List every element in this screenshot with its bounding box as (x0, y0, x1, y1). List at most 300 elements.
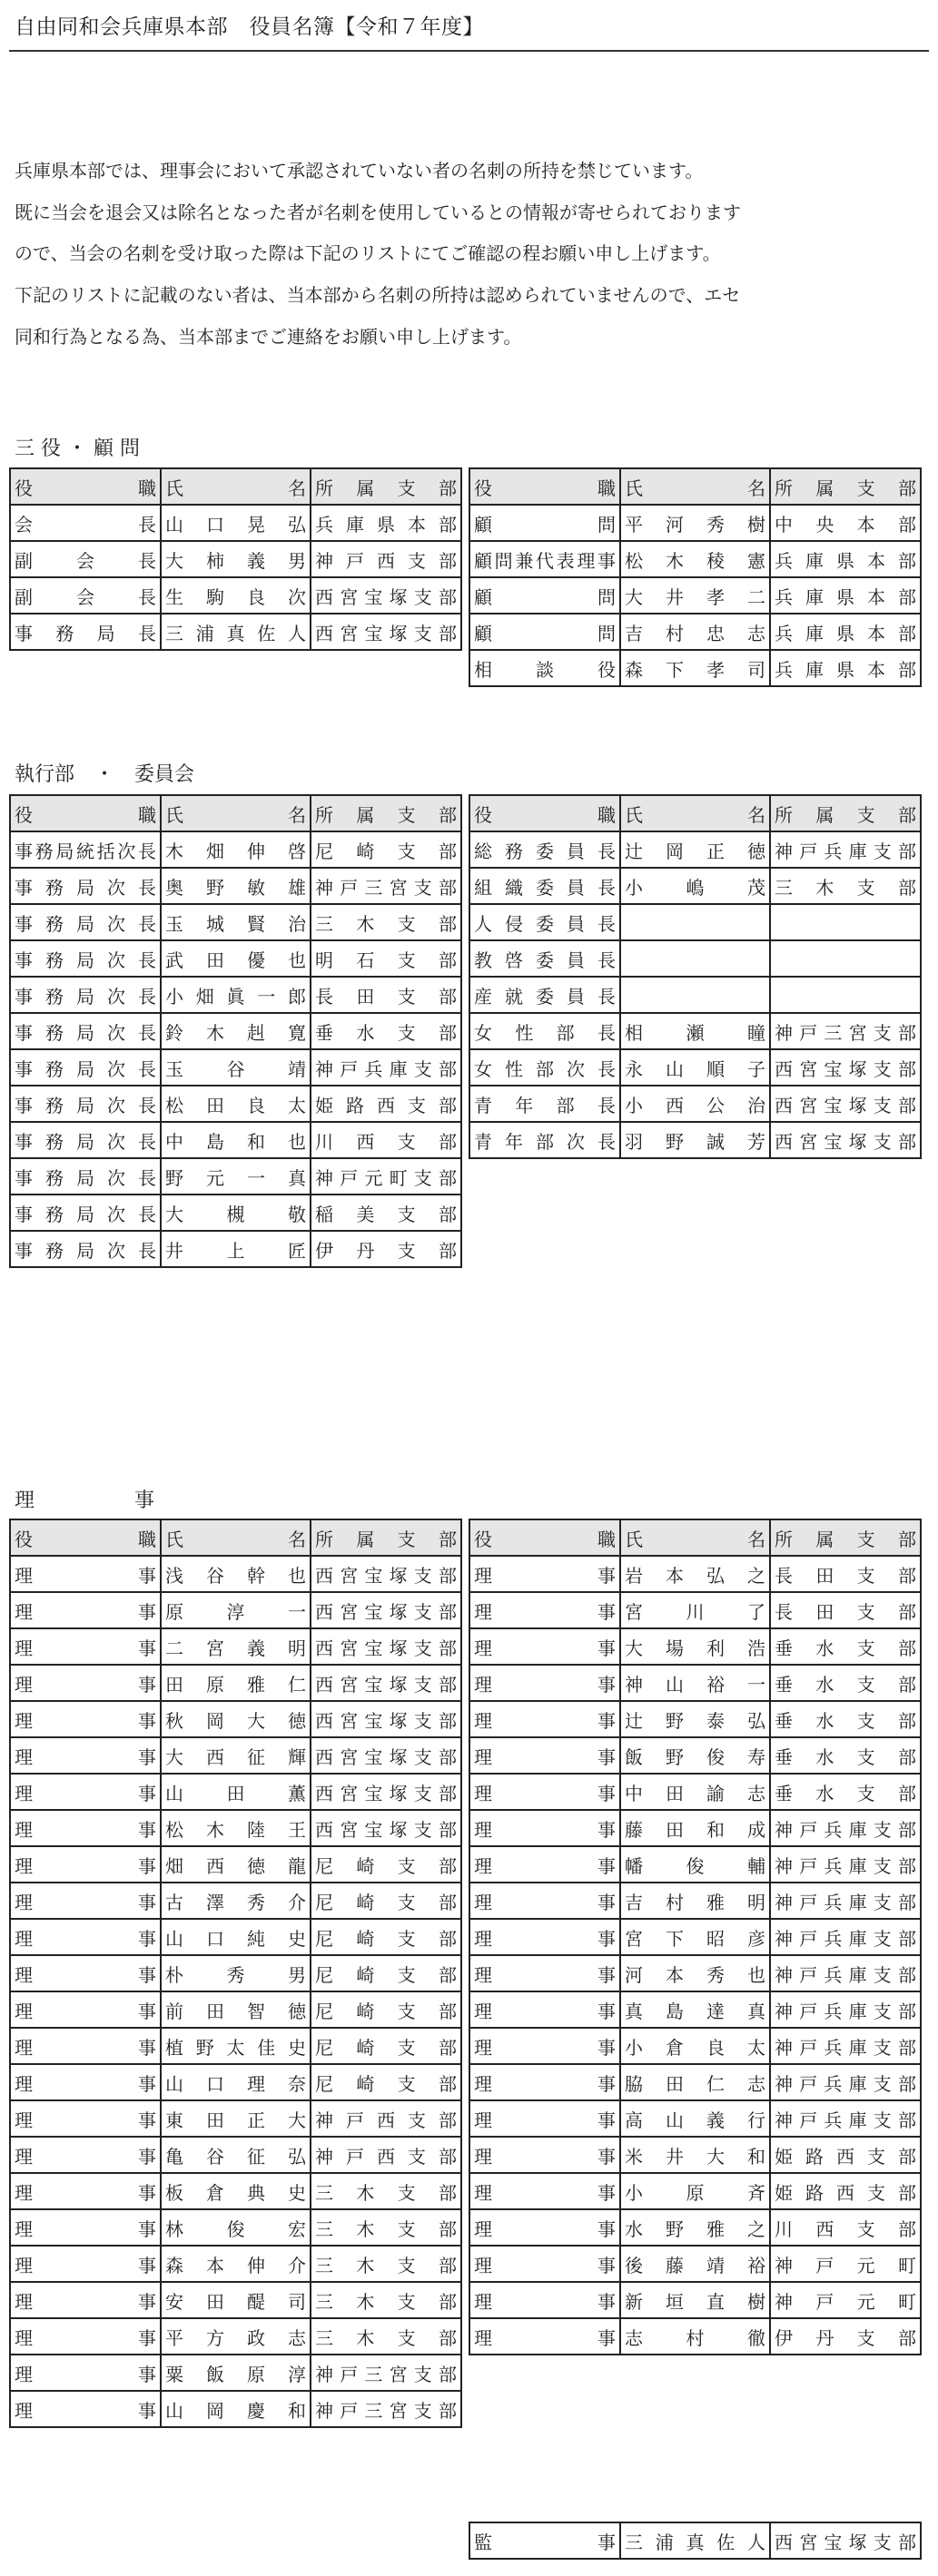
column-header-role: 役職 (10, 468, 161, 505)
table-row (469, 1556, 921, 1592)
cell-role: 事務局次長 (10, 868, 161, 904)
cell-name: 生駒良次 (161, 577, 311, 614)
cell-role: 理事 (469, 2064, 620, 2100)
cell-branch: 神戸西支部 (311, 541, 461, 577)
cell-name: 原淳一 (161, 1592, 311, 1628)
cell-name: 新垣直樹 (620, 2282, 770, 2318)
cell-name: 河本秀也 (620, 1955, 770, 1991)
table-row (469, 1628, 921, 1665)
table-row (10, 1556, 461, 1592)
column-header-name: 氏名 (620, 795, 770, 831)
table-row (469, 1122, 921, 1158)
cell-name: 宮下昭彦 (620, 1919, 770, 1955)
cell-role: 会長 (10, 505, 161, 541)
table-row (10, 2100, 461, 2137)
table-row (10, 1701, 461, 1737)
cell-role: 理事 (10, 2064, 161, 2100)
cell-name: 中田諭志 (620, 1774, 770, 1810)
page-title: 自由同和会兵庫県本部 役員名簿【令和７年度】 (15, 15, 484, 39)
table-row (469, 577, 921, 614)
table-row (10, 1955, 461, 1991)
intro-line: 兵庫県本部では、理事会において承認されていない者の名刺の所持を禁じています。 (15, 160, 704, 182)
table-row (469, 1665, 921, 1701)
cell-role: 事務局次長 (10, 1049, 161, 1086)
table-row (10, 614, 461, 650)
column-header-branch: 所属支部 (770, 795, 921, 831)
cell-branch: 長田支部 (311, 977, 461, 1013)
cell-branch: 兵庫県本部 (770, 614, 921, 650)
table-row (469, 2522, 921, 2559)
cell-name: 大西征輝 (161, 1737, 311, 1774)
cell-branch: 長田支部 (770, 1556, 921, 1592)
cell-name: 小畑眞一郎 (161, 977, 311, 1013)
table-row (10, 1846, 461, 1883)
cell-name: 粟飯原淳 (161, 2355, 311, 2391)
cell-role: 理事 (469, 1665, 620, 1701)
cell-role: 理事 (10, 1955, 161, 1991)
cell-name: 吉村忠志 (620, 614, 770, 650)
cell-name: 古澤秀介 (161, 1883, 311, 1919)
cell-name: 植野太佳史 (161, 2028, 311, 2064)
cell-branch: 明石支部 (311, 940, 461, 977)
cell-role: 理事 (10, 1556, 161, 1592)
cell-role: 理事 (469, 2028, 620, 2064)
cell-branch: 西宮宝塚支部 (311, 1737, 461, 1774)
cell-branch: 西宮宝塚支部 (311, 1701, 461, 1737)
cell-branch (770, 977, 921, 1013)
table-row (469, 2137, 921, 2173)
cell-role: 副会長 (10, 577, 161, 614)
cell-branch: 三木支部 (311, 2246, 461, 2282)
cell-branch: 兵庫県本部 (311, 505, 461, 541)
cell-name: 幡俊輔 (620, 1846, 770, 1883)
roster-table (9, 794, 462, 1268)
cell-role: 理事 (10, 2391, 161, 2427)
cell-branch: 垂水支部 (770, 1628, 921, 1665)
cell-name: 吉村雅明 (620, 1883, 770, 1919)
cell-role: 青年部次長 (469, 1122, 620, 1158)
cell-branch: 尼崎支部 (311, 1919, 461, 1955)
cell-branch: 西宮宝塚支部 (770, 1122, 921, 1158)
cell-name: 畑西徳龍 (161, 1846, 311, 1883)
cell-branch: 尼崎支部 (311, 1846, 461, 1883)
cell-role: 理事 (469, 1919, 620, 1955)
cell-name (620, 977, 770, 1013)
cell-branch: 尼崎支部 (311, 1883, 461, 1919)
cell-branch: 神戸兵庫支部 (770, 1919, 921, 1955)
cell-name: 板倉典史 (161, 2173, 311, 2209)
table-row (469, 505, 921, 541)
table-row (469, 2282, 921, 2318)
cell-branch: 神戸兵庫支部 (770, 2028, 921, 2064)
cell-role: 理事 (469, 1628, 620, 1665)
cell-name: 大井孝二 (620, 577, 770, 614)
table-row (10, 2282, 461, 2318)
column-header-branch: 所属支部 (770, 1519, 921, 1556)
cell-role: 副会長 (10, 541, 161, 577)
cell-role: 青年部長 (469, 1086, 620, 1122)
cell-name: 田原雅仁 (161, 1665, 311, 1701)
cell-branch (770, 904, 921, 940)
cell-branch: 神戸三宮支部 (311, 2355, 461, 2391)
cell-role: 顧問 (469, 505, 620, 541)
table-row (10, 1737, 461, 1774)
table-row (10, 2355, 461, 2391)
column-header-name: 氏名 (620, 468, 770, 505)
table-row (10, 1013, 461, 1049)
cell-role: 理事 (469, 1883, 620, 1919)
cell-branch: 神戸西支部 (311, 2137, 461, 2173)
table-row (10, 2173, 461, 2209)
table-row (10, 577, 461, 614)
cell-branch: 垂水支部 (770, 1665, 921, 1701)
cell-name: 井上匠 (161, 1231, 311, 1267)
cell-name: 森本伸介 (161, 2246, 311, 2282)
cell-branch: 姫路西支部 (770, 2137, 921, 2173)
cell-role: 顧問兼代表理事 (469, 541, 620, 577)
column-header-name: 氏名 (161, 795, 311, 831)
cell-branch: 西宮宝塚支部 (311, 1665, 461, 1701)
cell-role: 理事 (10, 1737, 161, 1774)
table-row (469, 1846, 921, 1883)
table-row (10, 868, 461, 904)
cell-name: 大柿義男 (161, 541, 311, 577)
cell-name: 浅谷幹也 (161, 1556, 311, 1592)
table-row (469, 1701, 921, 1737)
cell-name: 秋岡大徳 (161, 1701, 311, 1737)
cell-role: 理事 (10, 2246, 161, 2282)
table-row (10, 1628, 461, 1665)
cell-role: 相談役 (469, 650, 620, 686)
column-header-branch: 所属支部 (311, 1519, 461, 1556)
table-row (10, 1086, 461, 1122)
cell-role: 理事 (10, 1774, 161, 1810)
cell-role: 事務局次長 (10, 1086, 161, 1122)
cell-name: 亀谷征弘 (161, 2137, 311, 2173)
roster-table (9, 467, 462, 651)
cell-name: 辻岡正徳 (620, 831, 770, 868)
roster-table (9, 1519, 462, 2428)
cell-role: 理事 (10, 1628, 161, 1665)
cell-role: 理事 (469, 1701, 620, 1737)
table-row (469, 1991, 921, 2028)
cell-role: 事務局次長 (10, 1122, 161, 1158)
table-row (10, 1231, 461, 1267)
roster-table (469, 794, 922, 1159)
table-row (10, 1195, 461, 1231)
cell-name: 宮川了 (620, 1592, 770, 1628)
cell-branch: 垂水支部 (770, 1701, 921, 1737)
cell-role: 顧問 (469, 577, 620, 614)
cell-branch: 西宮宝塚支部 (311, 1556, 461, 1592)
cell-name: 鈴木赳寛 (161, 1013, 311, 1049)
cell-branch (770, 940, 921, 977)
cell-name: 木畑伸啓 (161, 831, 311, 868)
cell-branch: 神戸兵庫支部 (770, 2064, 921, 2100)
cell-branch: 伊丹支部 (770, 2318, 921, 2355)
table-row (469, 1592, 921, 1628)
cell-role: 産就委員長 (469, 977, 620, 1013)
cell-branch: 神戸兵庫支部 (770, 831, 921, 868)
cell-role: 理事 (469, 2173, 620, 2209)
intro-line: 同和行為となる為、当本部までご連絡をお願い申し上げます。 (15, 325, 522, 348)
table-row (10, 940, 461, 977)
cell-branch: 稲美支部 (311, 1195, 461, 1231)
column-header-name: 氏名 (161, 1519, 311, 1556)
table-row (469, 2318, 921, 2355)
cell-role: 顧問 (469, 614, 620, 650)
cell-branch: 川西支部 (770, 2209, 921, 2246)
table-row (469, 541, 921, 577)
cell-branch: 中央本部 (770, 505, 921, 541)
column-header-role: 役職 (10, 795, 161, 831)
table-row (469, 868, 921, 904)
cell-role: 教啓委員長 (469, 940, 620, 977)
cell-branch: 伊丹支部 (311, 1231, 461, 1267)
roster-table (469, 1519, 922, 2355)
cell-name: 松木稜憲 (620, 541, 770, 577)
cell-name: 朴秀男 (161, 1955, 311, 1991)
table-row (10, 1883, 461, 1919)
cell-role: 理事 (10, 2209, 161, 2246)
column-header-name: 氏名 (620, 1519, 770, 1556)
cell-name: 小西公治 (620, 1086, 770, 1122)
cell-name: 三浦真佐人 (620, 2522, 770, 2559)
cell-name: 松田良太 (161, 1086, 311, 1122)
cell-role: 理事 (10, 1846, 161, 1883)
table-row (10, 1158, 461, 1195)
table-header-row (10, 795, 461, 831)
table-row (10, 1774, 461, 1810)
cell-branch: 三木支部 (311, 2282, 461, 2318)
cell-role: 理事 (469, 1991, 620, 2028)
cell-name: 山岡慶和 (161, 2391, 311, 2427)
section-title-sanyaku: 三 役 ・ 顧 問 (15, 438, 140, 460)
table-row (10, 1665, 461, 1701)
cell-name: 神山裕一 (620, 1665, 770, 1701)
cell-name: 水野雅之 (620, 2209, 770, 2246)
cell-branch: 尼崎支部 (311, 1955, 461, 1991)
intro-line: 下記のリストに記載のない者は、当本部から名刺の所持は認められていませんので、エセ (15, 284, 741, 307)
cell-name: 奥野敏雄 (161, 868, 311, 904)
cell-name: 山口理奈 (161, 2064, 311, 2100)
cell-name: 前田智徳 (161, 1991, 311, 2028)
cell-branch: 尼崎支部 (311, 2028, 461, 2064)
cell-name: 小原斉 (620, 2173, 770, 2209)
cell-role: 理事 (10, 2173, 161, 2209)
intro-notice (15, 151, 923, 359)
column-header-branch: 所属支部 (311, 795, 461, 831)
table-row (469, 2173, 921, 2209)
cell-role: 理事 (469, 1592, 620, 1628)
cell-role: 理事 (10, 2355, 161, 2391)
cell-branch: 神戸三宮支部 (311, 868, 461, 904)
cell-branch: 西宮宝塚支部 (770, 1086, 921, 1122)
table-row (469, 650, 921, 686)
cell-branch: 兵庫県本部 (770, 650, 921, 686)
cell-branch: 神戸元町 (770, 2246, 921, 2282)
cell-role: 理事 (10, 1701, 161, 1737)
cell-role: 理事 (469, 1556, 620, 1592)
table-row (469, 2209, 921, 2246)
cell-role: 理事 (469, 2137, 620, 2173)
cell-name: 脇田仁志 (620, 2064, 770, 2100)
cell-role: 理事 (469, 1846, 620, 1883)
cell-branch: 姫路西支部 (770, 2173, 921, 2209)
cell-role: 女性部長 (469, 1013, 620, 1049)
cell-role: 理事 (10, 1665, 161, 1701)
cell-name: 高山義行 (620, 2100, 770, 2137)
roster-table (469, 467, 922, 687)
table-header-row (10, 1519, 461, 1556)
cell-name: 辻野泰弘 (620, 1701, 770, 1737)
column-header-role: 役職 (469, 795, 620, 831)
table-row (10, 505, 461, 541)
cell-role: 理事 (10, 2137, 161, 2173)
table-row (10, 1991, 461, 2028)
cell-branch: 垂水支部 (770, 1737, 921, 1774)
table-row (10, 2391, 461, 2427)
table-row (469, 1774, 921, 1810)
cell-branch: 神戸兵庫支部 (770, 2100, 921, 2137)
table-row (10, 1919, 461, 1955)
column-header-role: 役職 (10, 1519, 161, 1556)
cell-branch: 西宮宝塚支部 (311, 1774, 461, 1810)
table-row (469, 1955, 921, 1991)
section-title-riji: 理 事 (15, 1490, 155, 1512)
cell-role: 事務局次長 (10, 940, 161, 977)
table-header-row (10, 468, 461, 505)
table-row (469, 1810, 921, 1846)
cell-role: 理事 (469, 1955, 620, 1991)
cell-branch: 神戸元町支部 (311, 1158, 461, 1195)
cell-name: 玉谷靖 (161, 1049, 311, 1086)
cell-name: 志村徹 (620, 2318, 770, 2355)
cell-branch: 神戸兵庫支部 (770, 1955, 921, 1991)
section-title-shikkoubu: 執行部 ・ 委員会 (15, 763, 195, 786)
cell-role: 事務局統括次長 (10, 831, 161, 868)
table-row (469, 2064, 921, 2100)
cell-role: 理事 (10, 2028, 161, 2064)
cell-name: 松木陸王 (161, 1810, 311, 1846)
cell-role: 監事 (469, 2522, 620, 2559)
cell-name: 山口純史 (161, 1919, 311, 1955)
table-row (10, 541, 461, 577)
cell-branch: 尼崎支部 (311, 1991, 461, 2028)
intro-line: 既に当会を退会又は除名となった者が名刺を使用しているとの情報が寄せられております (15, 201, 741, 223)
cell-branch: 三木支部 (311, 904, 461, 940)
cell-name: 山田薫 (161, 1774, 311, 1810)
cell-branch: 西宮宝塚支部 (311, 614, 461, 650)
cell-name: 二宮義明 (161, 1628, 311, 1665)
cell-role: 事務局長 (10, 614, 161, 650)
table-row (10, 2137, 461, 2173)
cell-branch: 川西支部 (311, 1122, 461, 1158)
column-header-branch: 所属支部 (311, 468, 461, 505)
cell-name: 中島和也 (161, 1122, 311, 1158)
cell-branch: 姫路西支部 (311, 1086, 461, 1122)
cell-role: 組織委員長 (469, 868, 620, 904)
cell-name: 森下孝司 (620, 650, 770, 686)
cell-branch: 西宮宝塚支部 (770, 1049, 921, 1086)
cell-role: 理事 (469, 1774, 620, 1810)
table-row (10, 1810, 461, 1846)
cell-name: 三浦真佐人 (161, 614, 311, 650)
cell-branch: 三木支部 (311, 2209, 461, 2246)
roster-table (469, 2522, 922, 2560)
cell-role: 事務局次長 (10, 1231, 161, 1267)
cell-name: 玉城賢治 (161, 904, 311, 940)
cell-role: 事務局次長 (10, 1158, 161, 1195)
table-row (469, 2246, 921, 2282)
cell-role: 理事 (469, 2209, 620, 2246)
table-row (10, 1592, 461, 1628)
table-row (10, 2209, 461, 2246)
cell-role: 女性部次長 (469, 1049, 620, 1086)
table-header-row (469, 1519, 921, 1556)
cell-role: 人侵委員長 (469, 904, 620, 940)
cell-branch: 尼崎支部 (311, 2064, 461, 2100)
table-row (10, 1049, 461, 1086)
cell-role: 事務局次長 (10, 977, 161, 1013)
table-row (469, 831, 921, 868)
cell-branch: 西宮宝塚支部 (311, 1628, 461, 1665)
cell-name (620, 940, 770, 977)
table-row (10, 1122, 461, 1158)
cell-name: 真島達真 (620, 1991, 770, 2028)
cell-role: 理事 (469, 1737, 620, 1774)
table-row (469, 1049, 921, 1086)
table-header-row (469, 795, 921, 831)
table-row (469, 940, 921, 977)
table-row (469, 1737, 921, 1774)
cell-role: 理事 (10, 2318, 161, 2355)
table-row (10, 2028, 461, 2064)
cell-role: 理事 (469, 1810, 620, 1846)
cell-name: 米井大和 (620, 2137, 770, 2173)
cell-branch: 神戸兵庫支部 (770, 1810, 921, 1846)
cell-role: 事務局次長 (10, 1195, 161, 1231)
table-row (10, 977, 461, 1013)
cell-name: 飯野俊寿 (620, 1737, 770, 1774)
cell-role: 理事 (10, 1810, 161, 1846)
cell-branch: 神戸兵庫支部 (311, 1049, 461, 1086)
cell-name: 平方政志 (161, 2318, 311, 2355)
cell-name: 山口晃弘 (161, 505, 311, 541)
table-row (10, 831, 461, 868)
cell-branch: 神戸西支部 (311, 2100, 461, 2137)
column-header-role: 役職 (469, 1519, 620, 1556)
cell-branch: 尼崎支部 (311, 831, 461, 868)
cell-role: 理事 (469, 2246, 620, 2282)
cell-role: 理事 (10, 1883, 161, 1919)
table-row (469, 2100, 921, 2137)
cell-name: 羽野誠芳 (620, 1122, 770, 1158)
table-row (469, 1013, 921, 1049)
cell-name: 武田優也 (161, 940, 311, 977)
table-row (469, 1919, 921, 1955)
cell-role: 理事 (469, 2318, 620, 2355)
cell-role: 理事 (10, 2100, 161, 2137)
cell-role: 理事 (10, 1592, 161, 1628)
cell-name: 後藤靖裕 (620, 2246, 770, 2282)
table-row (469, 904, 921, 940)
column-header-role: 役職 (469, 468, 620, 505)
cell-name: 野元一真 (161, 1158, 311, 1195)
cell-name: 大場利浩 (620, 1628, 770, 1665)
cell-role: 理事 (469, 2100, 620, 2137)
cell-role: 事務局次長 (10, 904, 161, 940)
